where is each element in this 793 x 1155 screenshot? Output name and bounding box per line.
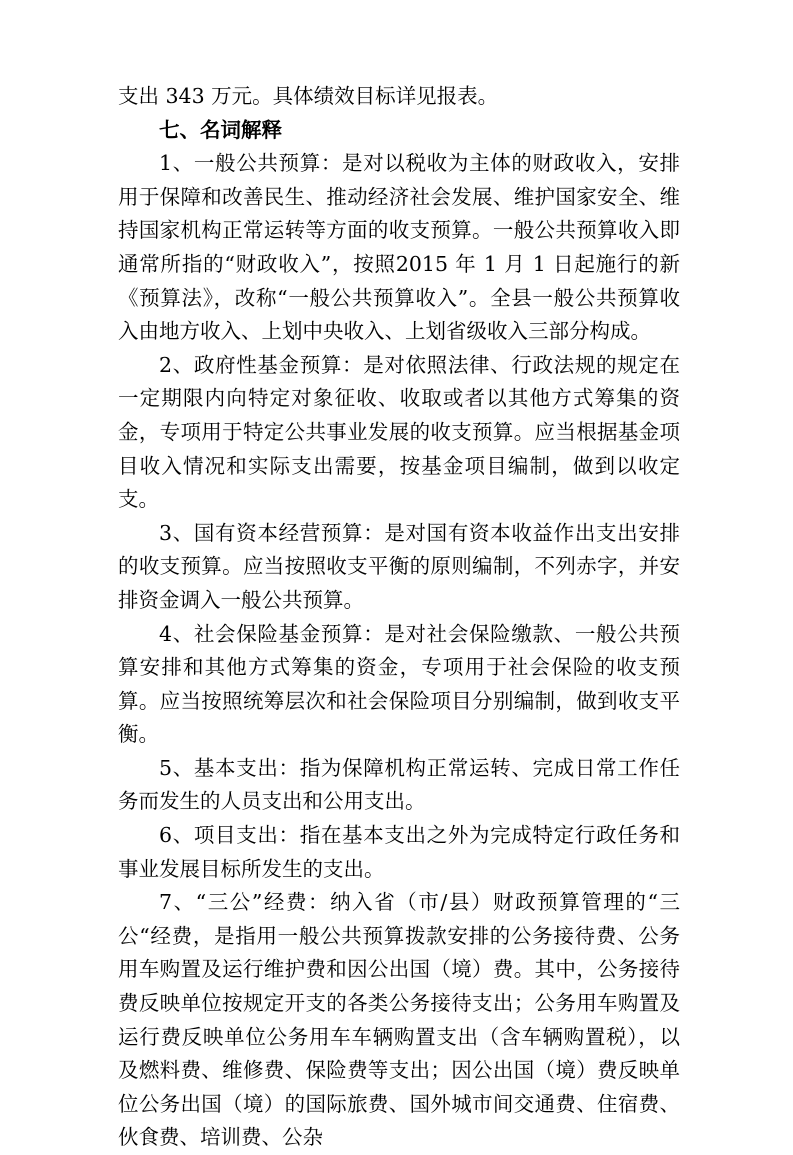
paragraph-item-4-social-insurance-fund-budget: 4、社会保险基金预算：是对社会保险缴款、一般公共预算安排和其他方式筹集的资金，专项用于社会保险的收支预算。应当按照统筹层次和社会保险项目分别编制，做到收支平衡。	[118, 621, 680, 747]
paragraph-item-3-state-capital-operation-budget: 3、国有资本经营预算：是对国有资本收益作出支出安排的收支预算。应当按照收支平衡的原则编制，不列赤字，并安排资金调入一般公共预算。	[118, 520, 680, 612]
paragraph-item-5-basic-expenditure: 5、基本支出：指为保障机构正常运转、完成日常工作任务而发生的人员支出和公用支出。	[118, 755, 680, 814]
paragraph-item-7-three-public-expenses: 7、“三公”经费：纳入省（市/县）财政预算管理的“三公“经费，是指用一般公共预算拨款安排的公务接待费、公务用车购置及运行维护费和因公出国（境）费。其中，公务接待费反映单位按规定开支的各类公务接待支出；公务用车购置及运行费反映单位公务用车车辆购置支出（含车辆购置税），以及燃料费、维修费、保险费等支出；因公出国（境）费反映单位公务出国（境）的国际旅费、国外城市间交通费、住宿费、伙食费、培训费、公杂	[118, 890, 680, 1150]
paragraph-continued-line: 支出 343 万元。具体绩效目标详见报表。	[118, 84, 499, 108]
document-body	[118, 80, 680, 1155]
paragraph-item-2-government-fund-budget: 2、政府性基金预算：是对依照法律、行政法规的规定在一定期限内向特定对象征收、收取或者以其他方式筹集的资金，专项用于特定公共事业发展的收支预算。应当根据基金项目收入情况和实际支出需要，按基金项目编制，做到以收定支。	[118, 352, 680, 512]
section-heading-terminology: 七、名词解释	[159, 117, 282, 142]
paragraph-item-1-general-public-budget: 1、一般公共预算：是对以税收为主体的财政收入，安排用于保障和改善民生、推动经济社会发展、维护国家安全、维持国家机构正常运转等方面的收支预算。一般公共预算收入即通常所指的“财政收入”，按照2015 年 1 月 1 日起施行的新《预算法》，改称“一般公共预算收入”。全县一般公共预算收入由地方收入、上划中央收入、上划省级收入三部分构成。	[118, 151, 680, 344]
paragraph-item-6-project-expenditure: 6、项目支出：指在基本支出之外为完成特定行政任务和事业发展目标所发生的支出。	[118, 823, 680, 881]
